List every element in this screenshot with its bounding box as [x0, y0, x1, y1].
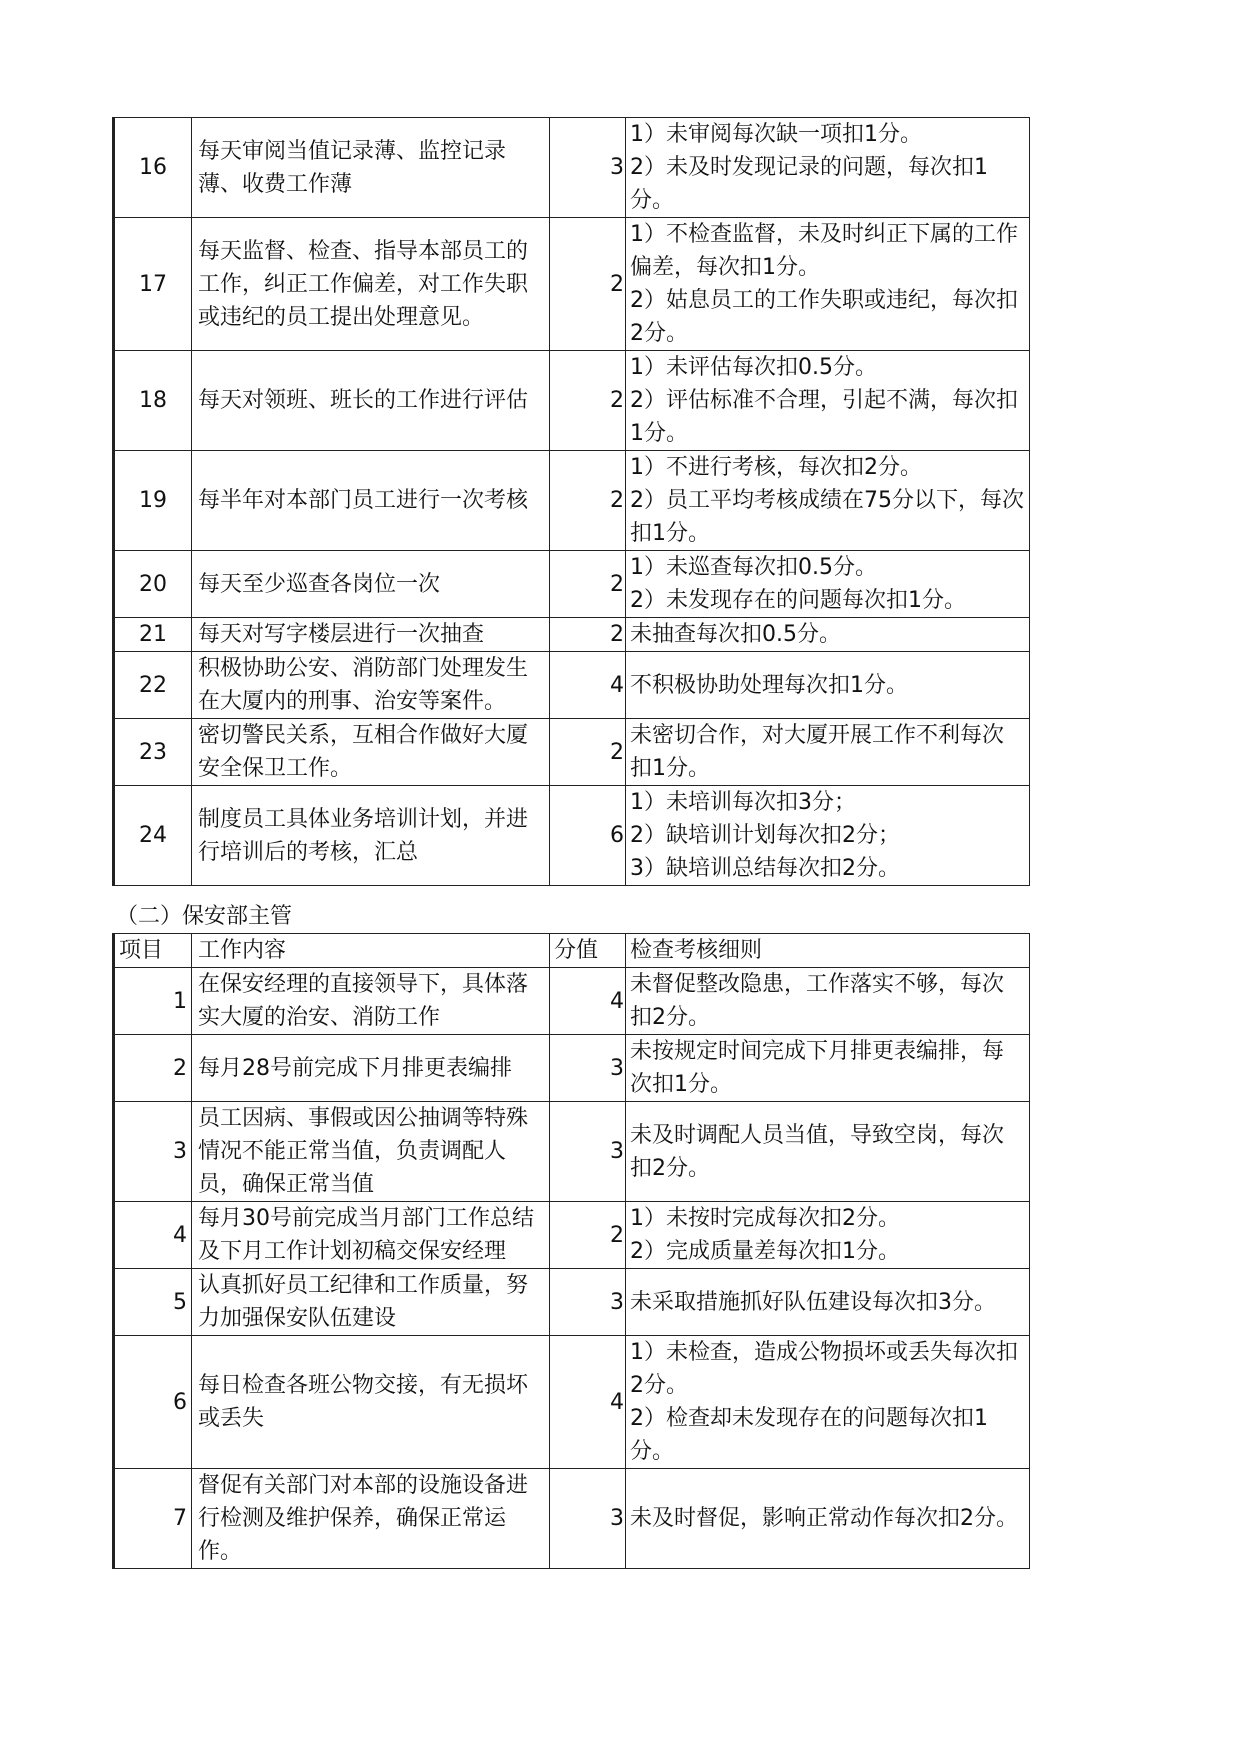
detail-line: 未按规定时间完成下月排更表编排，每次扣1分。 [630, 1039, 1005, 1097]
detail-line: 未督促整改隐患，工作落实不够，每次扣2分。 [630, 972, 1005, 1030]
detail-line: 不积极协助处理每次扣1分。 [630, 672, 908, 698]
score: 2 [550, 551, 626, 618]
detail-line: 2）评估标准不合理，引起不满，每次扣1分。 [630, 388, 1018, 446]
assessment-detail [626, 351, 1030, 451]
assessment-detail [626, 618, 1030, 652]
assessment-detail [626, 652, 1030, 719]
assessment-detail [626, 719, 1030, 786]
score: 3 [550, 118, 626, 218]
score: 6 [550, 786, 626, 886]
score: 2 [550, 618, 626, 652]
item-number: 7 [114, 1469, 192, 1569]
assessment-detail [626, 786, 1030, 886]
work-content: 每天对领班、班长的工作进行评估 [192, 351, 550, 451]
section-heading: （二）保安部主管 [116, 904, 293, 929]
work-content: 每天对写字楼层进行一次抽查 [192, 618, 550, 652]
score: 2 [550, 719, 626, 786]
detail-line: 2）缺培训计划每次扣2分； [630, 823, 900, 848]
table-row [114, 1102, 1030, 1202]
work-content: 每日检查各班公物交接，有无损坏或丢失 [192, 1336, 550, 1469]
score: 2 [550, 351, 626, 451]
work-content: 制度员工具体业务培训计划，并进行培训后的考核，汇总 [192, 786, 550, 886]
assessment-detail [626, 1102, 1030, 1202]
table-row [114, 786, 1030, 886]
table-header-row [114, 934, 1030, 968]
item-number: 4 [114, 1202, 192, 1269]
assessment-detail [626, 1202, 1030, 1269]
detail-line: 1）未审阅每次缺一项扣1分。 [630, 122, 922, 147]
item-number: 23 [114, 719, 192, 786]
assessment-table-1 [112, 117, 1030, 886]
item-number: 21 [114, 618, 192, 652]
assessment-detail [626, 968, 1030, 1035]
table-row [114, 218, 1030, 351]
detail-line: 2）完成质量差每次扣1分。 [630, 1239, 900, 1264]
detail-line: 2）未发现存在的问题每次扣1分。 [630, 588, 966, 613]
table-row [114, 118, 1030, 218]
detail-line: 1）未按时完成每次扣2分。 [630, 1206, 900, 1231]
detail-line: 2）员工平均考核成绩在75分以下，每次扣1分。 [630, 488, 1024, 546]
score: 2 [550, 451, 626, 551]
score: 3 [550, 1035, 626, 1102]
header-score: 分值 [550, 934, 626, 968]
detail-line: 未采取措施抓好队伍建设每次扣3分。 [630, 1289, 996, 1315]
work-content: 每月30号前完成当月部门工作总结及下月工作计划初稿交保安经理 [192, 1202, 550, 1269]
table2-body [114, 934, 1030, 1569]
detail-line: 1）未检查，造成公物损坏或丢失每次扣2分。 [630, 1340, 1018, 1398]
table-row [114, 451, 1030, 551]
item-number: 6 [114, 1336, 192, 1469]
detail-line: 3）缺培训总结每次扣2分。 [630, 856, 900, 881]
assessment-table-2 [112, 933, 1030, 1569]
assessment-detail [626, 218, 1030, 351]
table-row [114, 1202, 1030, 1269]
item-number: 16 [114, 118, 192, 218]
detail-line: 未及时调配人员当值，导致空岗，每次扣2分。 [630, 1122, 1005, 1181]
assessment-detail [626, 1336, 1030, 1469]
item-number: 17 [114, 218, 192, 351]
detail-line: 2）检查却未发现存在的问题每次扣1分。 [630, 1406, 988, 1464]
item-number: 5 [114, 1269, 192, 1336]
header-detail: 检查考核细则 [626, 934, 1030, 968]
item-number: 20 [114, 551, 192, 618]
table-row [114, 351, 1030, 451]
detail-line: 1）未培训每次扣3分； [630, 790, 856, 815]
detail-line: 未密切合作，对大厦开展工作不利每次扣1分。 [630, 723, 1005, 781]
work-content: 每天审阅当值记录薄、监控记录薄、收费工作薄 [192, 118, 550, 218]
table-row [114, 652, 1030, 719]
item-number: 1 [114, 968, 192, 1035]
item-number: 18 [114, 351, 192, 451]
assessment-detail [626, 1035, 1030, 1102]
assessment-detail [626, 1469, 1030, 1569]
work-content: 积极协助公安、消防部门处理发生在大厦内的刑事、治安等案件。 [192, 652, 550, 719]
item-number: 19 [114, 451, 192, 551]
score: 3 [550, 1102, 626, 1202]
table-row [114, 1469, 1030, 1569]
item-number: 22 [114, 652, 192, 719]
table-row [114, 551, 1030, 618]
table1-body [114, 118, 1030, 886]
header-item: 项目 [114, 934, 192, 968]
table-row [114, 1269, 1030, 1336]
score: 2 [550, 1202, 626, 1269]
detail-line: 1）未巡查每次扣0.5分。 [630, 555, 877, 580]
score: 4 [550, 1336, 626, 1469]
detail-line: 2）姑息员工的工作失职或违纪，每次扣2分。 [630, 288, 1018, 346]
table-row [114, 1035, 1030, 1102]
work-content: 员工因病、事假或因公抽调等特殊情况不能正常当值，负责调配人员，确保正常当值 [192, 1102, 550, 1202]
score: 3 [550, 1469, 626, 1569]
detail-line: 未抽查每次扣0.5分。 [630, 622, 841, 647]
table-row [114, 1336, 1030, 1469]
detail-line: 1）不进行考核，每次扣2分。 [630, 455, 922, 480]
score: 3 [550, 1269, 626, 1336]
assessment-detail [626, 1269, 1030, 1336]
assessment-detail [626, 451, 1030, 551]
work-content: 每月28号前完成下月排更表编排 [192, 1035, 550, 1102]
assessment-detail [626, 118, 1030, 218]
score: 4 [550, 652, 626, 719]
item-number: 2 [114, 1035, 192, 1102]
work-content: 密切警民关系，互相合作做好大厦安全保卫工作。 [192, 719, 550, 786]
table-row [114, 618, 1030, 652]
detail-line: 未及时督促，影响正常动作每次扣2分。 [630, 1506, 1018, 1531]
score: 2 [550, 218, 626, 351]
work-content: 认真抓好员工纪律和工作质量，努力加强保安队伍建设 [192, 1269, 550, 1336]
work-content: 每天监督、检查、指导本部员工的工作，纠正工作偏差，对工作失职或违纪的员工提出处理意见。 [192, 218, 550, 351]
work-content: 在保安经理的直接领导下，具体落实大厦的治安、消防工作 [192, 968, 550, 1035]
detail-line: 1）未评估每次扣0.5分。 [630, 355, 877, 380]
table-row [114, 719, 1030, 786]
work-content: 督促有关部门对本部的设施设备进行检测及维护保养，确保正常运作。 [192, 1469, 550, 1569]
table-row [114, 968, 1030, 1035]
assessment-detail [626, 551, 1030, 618]
detail-line: 1）不检查监督，未及时纠正下属的工作偏差，每次扣1分。 [630, 222, 1018, 280]
item-number: 24 [114, 786, 192, 886]
work-content: 每天至少巡查各岗位一次 [192, 551, 550, 618]
item-number: 3 [114, 1102, 192, 1202]
detail-line: 2）未及时发现记录的问题，每次扣1分。 [630, 155, 988, 213]
work-content: 每半年对本部门员工进行一次考核 [192, 451, 550, 551]
score: 4 [550, 968, 626, 1035]
header-content: 工作内容 [192, 934, 550, 968]
